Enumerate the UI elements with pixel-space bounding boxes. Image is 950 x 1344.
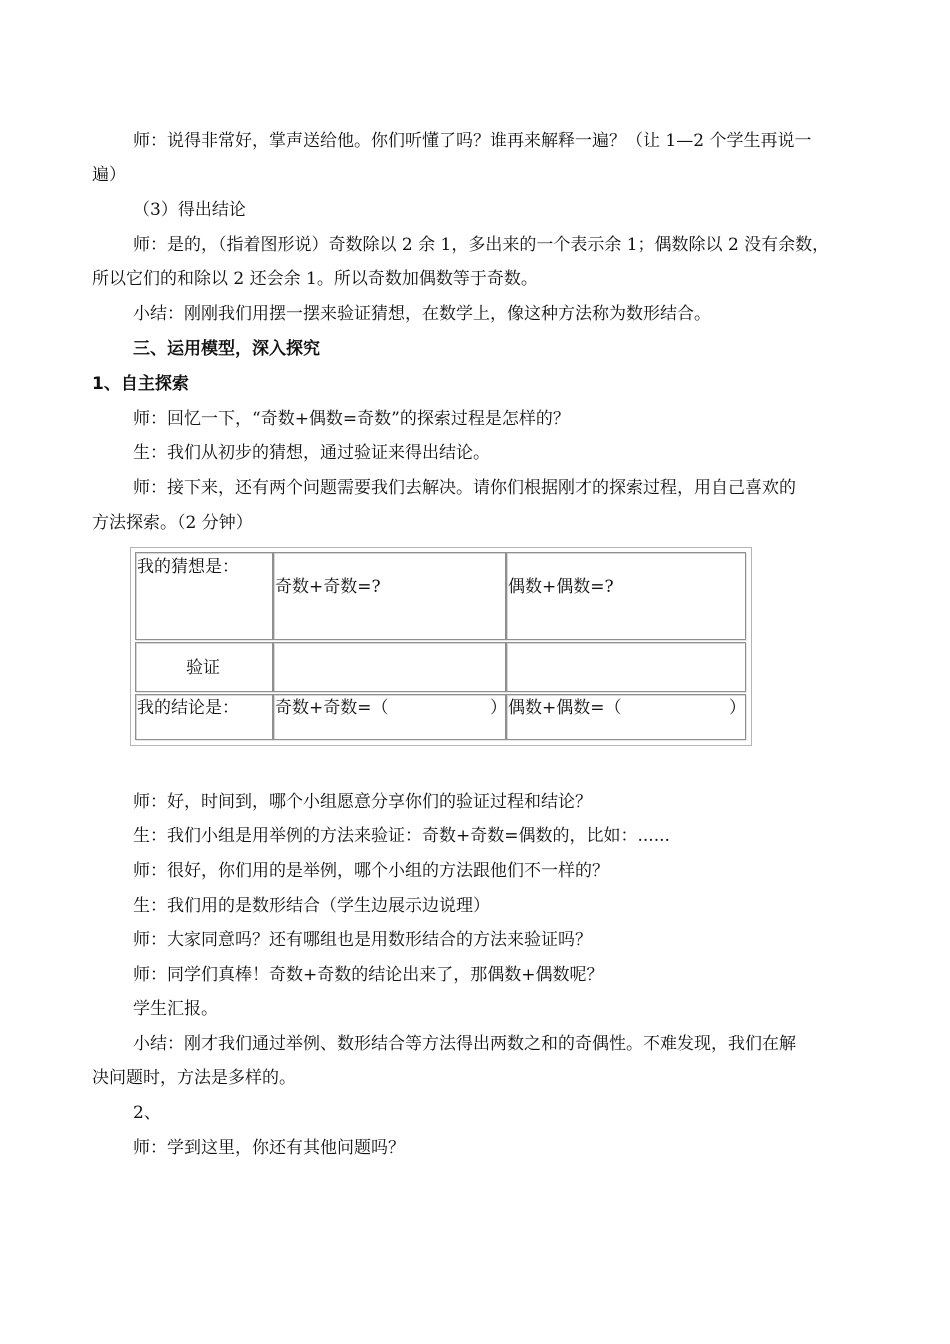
paragraph-text: 遍） <box>92 165 126 185</box>
paragraph-text: 师：回忆一下，“奇数+偶数=奇数”的探索过程是怎样的？ <box>133 409 570 429</box>
paragraph-text: 决问题时，方法是多样的。 <box>92 1068 296 1088</box>
paragraph-text: 方法探索。（2 分钟） <box>92 513 253 533</box>
paragraph-text: 师：接下来，还有两个问题需要我们去解决。请你们根据刚才的探索过程，用自己喜欢的 <box>133 478 796 498</box>
table-cell <box>506 552 746 640</box>
paragraph-text: 师：好，时间到，哪个小组愿意分享你们的验证过程和结论？ <box>133 792 592 812</box>
paragraph-text: 生：我们从初步的猜想，通过验证来得出结论。 <box>133 443 490 463</box>
paragraph-text: 师：同学们真棒！奇数+奇数的结论出来了，那偶数+偶数呢？ <box>133 965 604 985</box>
paragraph-text: 学生汇报。 <box>133 999 218 1019</box>
paragraph-text: 师：说得非常好，掌声送给他。你们听懂了吗？谁再来解释一遍？（让 1—2 个学生再说一 <box>133 131 812 151</box>
paragraph-text: 师：大家同意吗？还有哪组也是用数形结合的方法来验证吗？ <box>133 930 592 950</box>
table-cell <box>135 642 273 692</box>
conclusion-even-close: ） <box>729 698 746 718</box>
paragraph-text: 师：很好，你们用的是举例，哪个小组的方法跟他们不一样的？ <box>133 861 609 881</box>
paragraph-text: 小结：刚刚我们用摆一摆来验证猜想，在数学上，像这种方法称为数形结合。 <box>133 304 711 324</box>
conclusion-even-cell: 偶数+偶数=（ <box>508 698 622 718</box>
paragraph-text: 所以它们的和除以 2 还会余 1。所以奇数加偶数等于奇数。 <box>92 269 538 289</box>
verify-even-cell <box>506 642 746 692</box>
conclusion-odd-close: ） <box>490 698 507 718</box>
table-cell <box>273 694 506 740</box>
verify-label: 验证 <box>186 658 220 678</box>
table-cell <box>135 694 273 740</box>
paragraph-text: 小结：刚才我们通过举例、数形结合等方法得出两数之和的奇偶性。不难发现，我们在解 <box>133 1034 796 1054</box>
table-cell <box>135 552 273 640</box>
paragraph-text: 师：是的，（指着图形说）奇数除以 2 余 1，多出来的一个表示余 1；偶数除以 2 没有余数， <box>133 235 830 255</box>
verify-odd-cell <box>273 642 506 692</box>
paragraph-text: （3）得出结论 <box>133 200 246 220</box>
exploration-table <box>130 547 752 746</box>
paragraph-text: 师：学到这里，你还有其他问题吗？ <box>133 1138 405 1158</box>
table-cell <box>273 552 506 640</box>
conclusion-label: 我的结论是： <box>137 698 239 718</box>
paragraph-text: 2、 <box>133 1103 161 1123</box>
conclusion-odd-cell: 奇数+奇数=（ <box>275 698 389 718</box>
paragraph-text: 生：我们小组是用举例的方法来验证：奇数+奇数=偶数的，比如：...... <box>133 826 670 846</box>
section-heading: 三、运用模型，深入探究 <box>133 339 320 359</box>
guess-label: 我的猜想是： <box>137 557 239 577</box>
paragraph-text: 生：我们用的是数形结合（学生边展示边说理） <box>133 896 490 916</box>
guess-even-cell: 偶数+偶数=? <box>508 577 614 597</box>
guess-odd-cell: 奇数+奇数=? <box>275 577 381 597</box>
subsection-heading: 1、自主探索 <box>92 374 189 394</box>
table-cell <box>506 694 746 740</box>
